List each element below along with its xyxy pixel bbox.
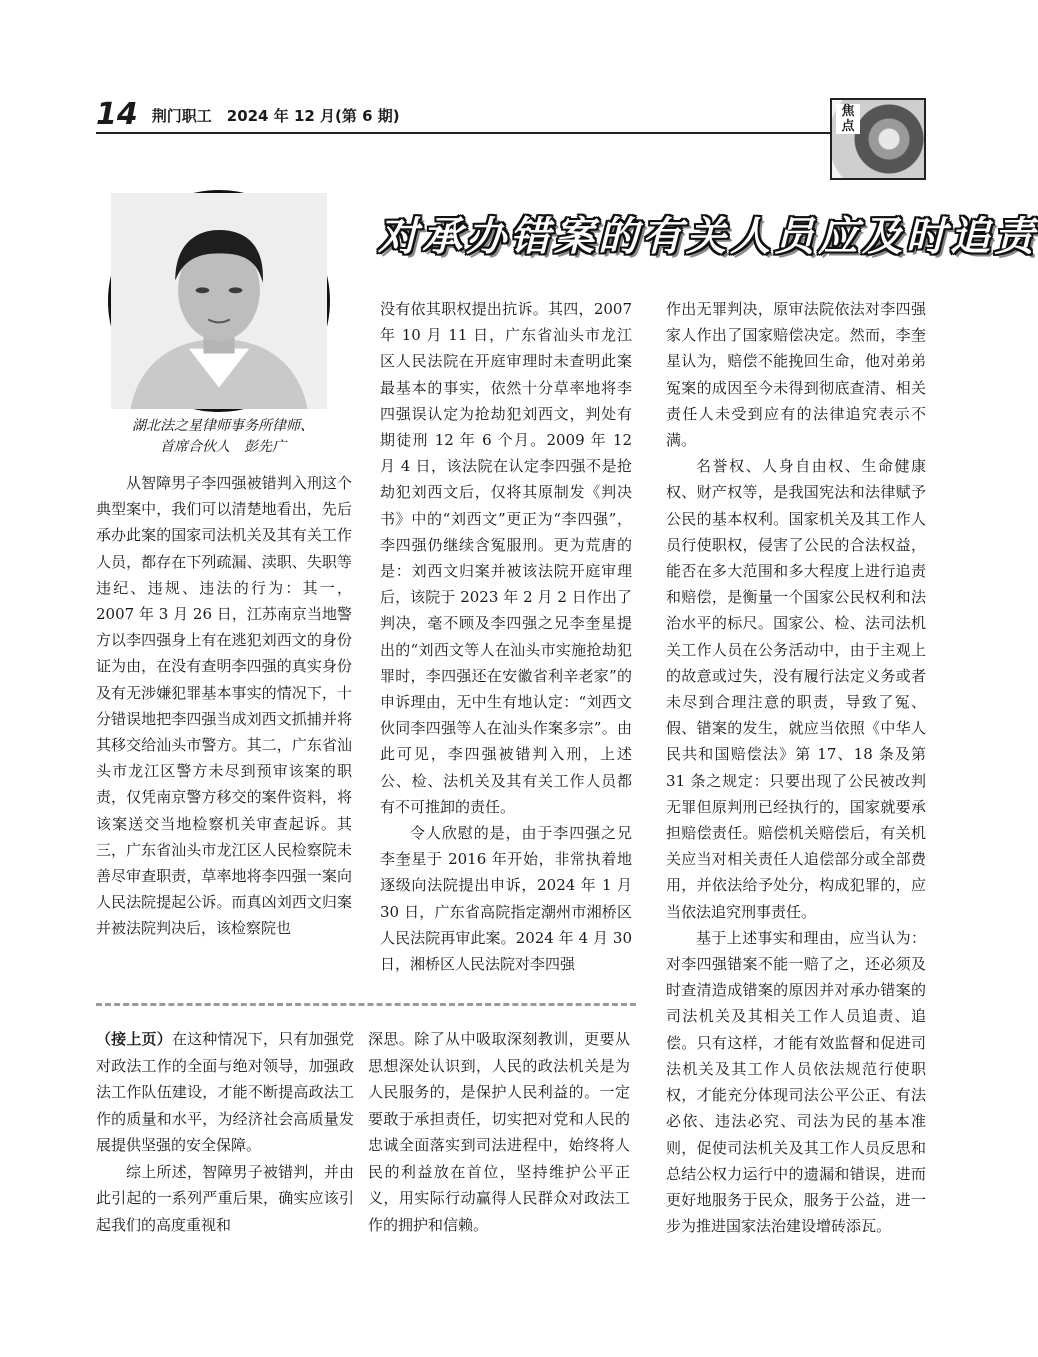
article-title: 对承办错案的有关人员应及时追责 xyxy=(378,214,1038,260)
continued-column-2 xyxy=(368,1026,630,1266)
continued-paragraph: 综上所述，智障男子被错判，并由此引起的一系列严重后果，确实应该引起我们的高度重视和 xyxy=(96,1162,354,1234)
continued-paragraph xyxy=(96,1026,354,1159)
header-rule xyxy=(96,132,832,134)
author-portrait-icon xyxy=(111,193,327,409)
author-caption-line-1: 湖北法之星律师事务所律师、 xyxy=(132,418,314,434)
section-badge xyxy=(830,98,926,180)
article-column-1 xyxy=(96,470,352,982)
continued-column-1 xyxy=(96,1026,354,1266)
article-column-3 xyxy=(666,296,926,1266)
article-paragraph: 从智障男子李四强被错判入刑这个典型案中，我们可以清楚地看出，先后承办此案的国家司法机关及其有关工作人员，都存在下列疏漏、渎职、失职等违纪、违规、违法的行为：其一，2007 年 3 月 26 日，江苏南京当地警方以李四强身上有在逃犯刘西文的身份证为由，在没有查明李四强的真实身份及有无涉嫌犯罪基本事实的情况下，十分错误地把李四强当成刘西文抓捕并将其移交给汕头市警方。其二，广东省汕头市龙江区警方未尽到预审该案的职责，仅凭南京警方移交的案件资料，将该案送交当地检察机关审查起诉。其三，广东省汕头市龙江区人民检察院未善尽审查职责，草率地将李四强一案向人民法院提起公诉。而真凶刘西文归案并被法院判决后，该检察院也 xyxy=(96,474,352,938)
article-paragraph: 基于上述事实和理由，应当认为：对李四强错案不能一赔了之，还必须及时查清造成错案的原因并对承办错案的司法机关及其相关工作人员追责、追偿。只有这样，才能有效监督和促进司法机关及其工作人员依法规范行使职权，才能充分体现司法公平公正、有法必依、违法必究、司法为民的基本准则，促使司法机关及其工作人员反思和总结公权力运行中的遗漏和错误，进而更好地服务于民众，服务于公益，进一步为推进国家法治建设增砖添瓦。 xyxy=(666,928,926,1236)
continued-paragraph: 深思。除了从中吸取深刻教训，更要从思想深处认识到，人民的政法机关是为人民服务的，是保护人民利益的。一定要敢于承担责任，切实把对党和人民的忠诚全面落实到司法进程中，始终将人民的利益放在首位，坚持维护公平正义，用实际行动赢得人民群众对政法工作的拥护和信赖。 xyxy=(368,1030,630,1234)
author-photo xyxy=(108,190,330,412)
article-paragraph: 名誉权、人身自由权、生命健康权、财产权等，是我国宪法和法律赋予公民的基本权利。国家机关及其工作人员行使职权，侵害了公民的合法权益，能否在多大范围和多大程度上进行追责和赔偿，是衡量一个国家公民权利和法治水平的标尺。国家公、检、法司法机关工作人员在公务活动中，由于主观上的故意或过失，没有履行法定义务或者未尽到合理注意的职责，导致了冤、假、错案的发生，就应当依照《中华人民共和国赔偿法》第 17、18 条及第 31 条之规定：只要出现了公民被改判无罪但原判刑已经执行的，国家就要承担赔偿责任。赔偿机关赔偿后，有关机关应当对相关责任人追偿部分或全部费用，并依法给予处分，构成犯罪的，应当依法追究刑事责任。 xyxy=(666,457,926,921)
continued-label: （接上页） xyxy=(96,1030,172,1048)
section-label: 焦点 xyxy=(836,104,860,134)
article-paragraph: 没有依其职权提出抗诉。其四，2007 年 10 月 11 日，广东省汕头市龙江区人民法院在开庭审理时未查明此案最基本的事实，依然十分草率地将李四强误认定为抢劫犯刘西文，判处有期徒刑 12 年 6 个月。2009 年 12 月 4 日，该法院在认定李四强不是抢劫犯刘西文后，仅将其原制发《判决书》中的“刘西文”更正为“李四强”，李四强仍继续含冤服刑。更为荒唐的是：刘西文归案并被该法院开庭审理后，该院于 2023 年 2 月 2 日作出了判决，毫不顾及李四强之兄李奎星提出的“刘西文等人在汕头市实施抢劫犯罪时，李四强还在安徽省利辛老家”的申诉理由，无中生有地认定：“刘西文伙同李四强等人在汕头作案多宗”。由此可见，李四强被错判入刑，上述公、检、法机关及其有关工作人员都有不可推卸的责任。 xyxy=(380,300,632,816)
author-caption xyxy=(104,416,342,458)
article-column-2 xyxy=(380,296,632,982)
magazine-info: 荆门职工 2024 年 12 月(第 6 期) xyxy=(151,107,400,125)
section-divider xyxy=(96,1003,636,1006)
article-paragraph: 令人欣慰的是，由于李四强之兄李奎星于 2016 年开始，非常执着地逐级向法院提出申诉，2024 年 1 月 30 日，广东省高院指定潮州市湘桥区人民法院再审此案。2024 年 4 月 30 日，湘桥区人民法院对李四强 xyxy=(380,824,632,974)
page-number: 14 xyxy=(96,97,138,132)
author-caption-line-2: 首席合伙人 彭先广 xyxy=(160,439,286,455)
page-header xyxy=(96,92,826,132)
continued-text: 在这种情况下，只有加强党对政法工作的全面与绝对领导，加强政法工作队伍建设，才能不断提高政法工作的质量和水平，为经济社会高质量发展提供坚强的安全保障。 xyxy=(96,1030,354,1154)
article-paragraph: 作出无罪判决，原审法院依法对李四强家人作出了国家赔偿决定。然而，李奎星认为，赔偿不能挽回生命，他对弟弟冤案的成因至今未得到彻底查清、相关责任人未受到应有的法律追究表示不满。 xyxy=(666,300,926,450)
